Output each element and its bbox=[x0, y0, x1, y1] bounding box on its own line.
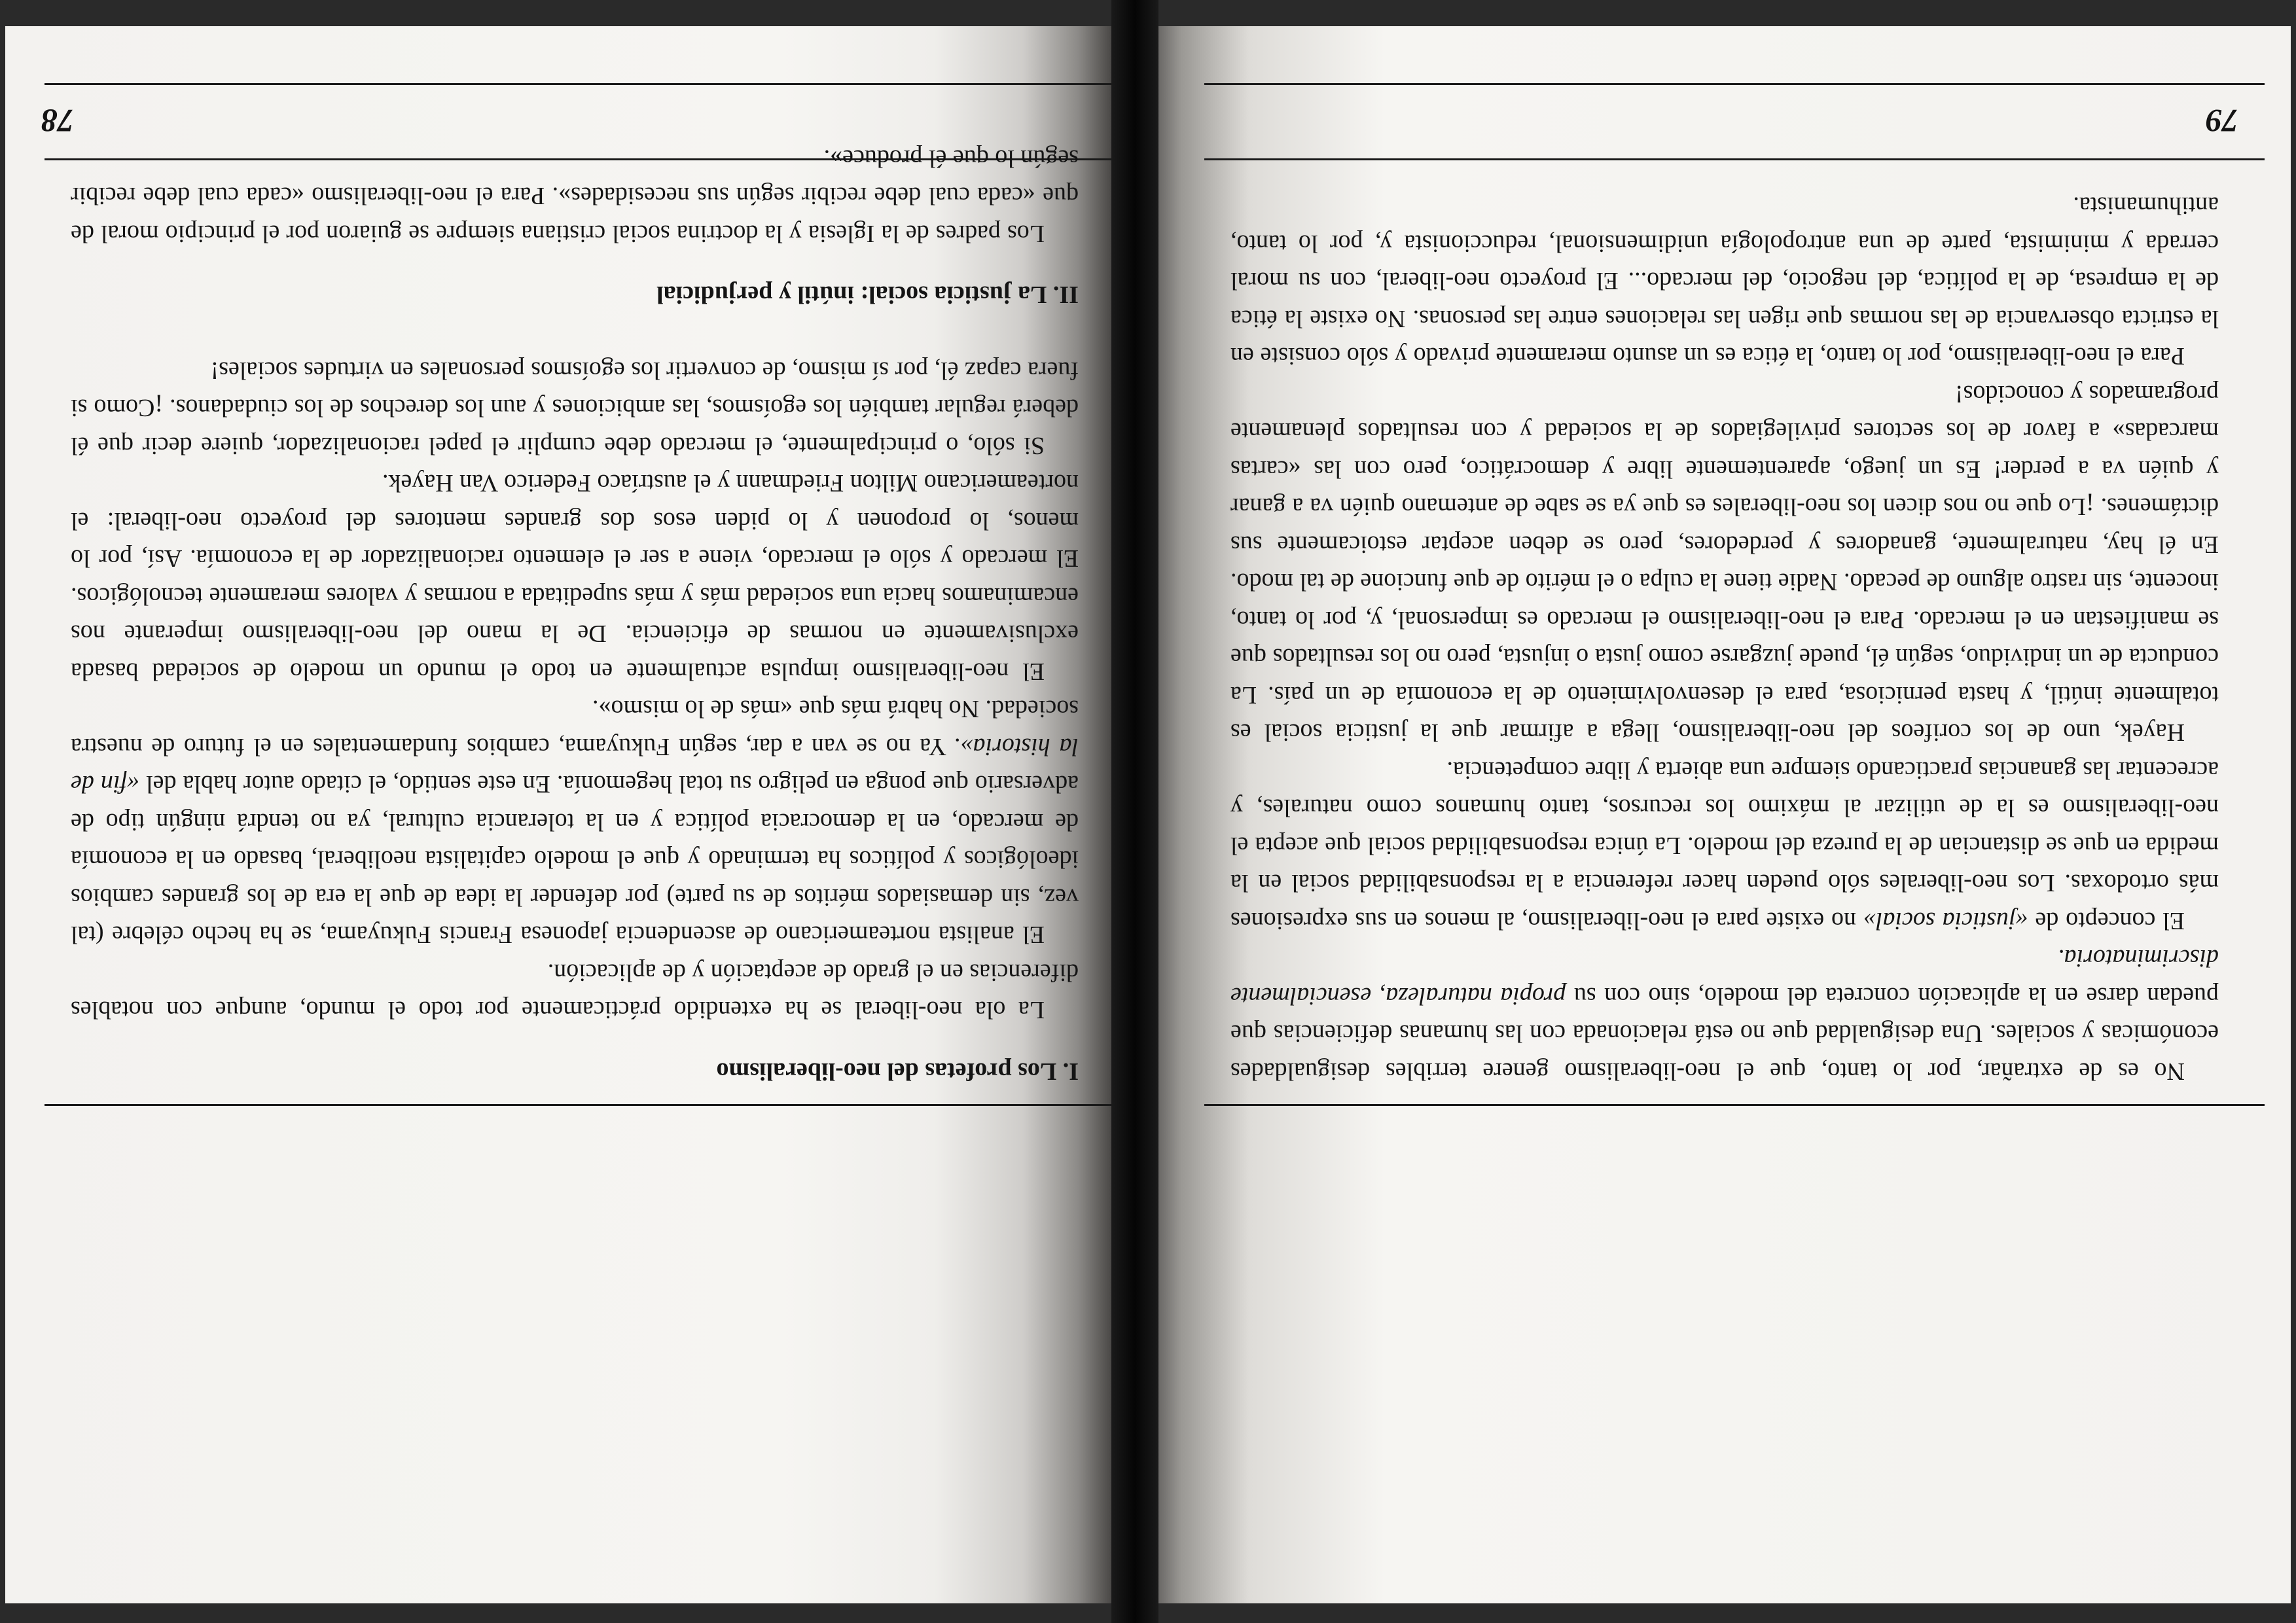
paragraph-text: El analista norteamericano de ascendencia japonesa Francis Fukuyama, se ha hecho célebre (tal vez, sin demasiados méritos de su parte) por defender la idea de que la era de los grandes cambios ideológicos y políticos ha terminado y que el modelo capitalista neoliberal, basado en la economía de mercado, en la democracia política y en la tolerancia cultural, ya no tendrá ningún tipo de adversario que ponga en peligro su total hegemonía. En este sentido, el citado autor habla del bbox=[71, 770, 1079, 949]
paragraph-text: no existe para el neo-liberalismo, al menos en sus expresiones más ortodoxas. Los neo-liberales sólo pueden hacer referencia a la responsabilidad social en la medida en que se distancian de la pureza del modelo. La única responsabilidad social que acepta el neo-liberalismo es la de utilizar al máximo los recursos, tanto humanos como naturales, y acrecentar las ganancias practicando siempre una abierta y libre competencia. bbox=[1230, 757, 2219, 935]
paragraph: La ola neo-liberal se ha extendido prácticamente por todo el mundo, aunque con notables diferencias en el grado de aceptación y de aplicación. bbox=[71, 959, 1079, 1024]
section-title: I. Los profetas del neo-liberalismo bbox=[716, 1058, 1079, 1085]
left-page-body bbox=[1230, 173, 2219, 1090]
section-title: II. La justicia social: inútil y perjudicial bbox=[656, 281, 1079, 309]
italic-phrase: «justicia social» bbox=[1863, 907, 2028, 935]
paragraph bbox=[71, 690, 1079, 954]
paragraph bbox=[1230, 751, 2219, 940]
paragraph bbox=[1230, 939, 2219, 1090]
paragraph: Para el neo-liberalismo, por lo tanto, la ética es un asunto meramente privado y sólo consiste en la estricta observancia de las normas que rigen las relaciones entre las personas. No existe la ética de la empresa, de la política, del negocio, del mercado... El proyecto neo-liberal, con su moral cerrada y minimista, parte de una antropología unidimensional, reduccionista y, por lo tanto, antihumanista. bbox=[1230, 192, 2219, 370]
right-page bbox=[5, 26, 1111, 1603]
paragraph: Si sólo, o principalmente, el mercado debe cumplir el papel racionalizador, quiere decir que él deberá regular también los egoísmos, las ambiciones y aun los derechos de los ciudadanos. ¡Como si fuera capaz él, por sí mismo, de convertir los egoísmos personales en virtudes sociales! bbox=[71, 357, 1079, 459]
paragraph: Los padres de la Iglesia y la doctrina social cristiana siempre se guiaron por el principio moral de que «cada cual debe recibir según sus necesidades». Para el neo-liberalismo «cada cual debe recibir según lo que él produce». bbox=[71, 145, 1079, 247]
left-page bbox=[1158, 26, 2291, 1603]
paragraph-text: El concepto de bbox=[2028, 907, 2185, 935]
book-gutter bbox=[1111, 0, 1158, 1623]
header-rule-top bbox=[1204, 83, 2265, 85]
header-rule-top bbox=[45, 83, 1111, 85]
footer-rule bbox=[45, 1104, 1111, 1106]
paragraph-text: No es de extrañar, por lo tanto, que el neo-liberalismo genere terribles desigualdades económicas y sociales. Una desigualdad que no está relacionada con las humanas deficiencias que puedan darse en la aplicación concreta del modelo, sino con su bbox=[1230, 982, 2219, 1085]
page-number-78: 78 bbox=[41, 103, 74, 139]
paragraph: Hayek, uno de los corifeos del neo-liberalismo, llega a afirmar que la justicia social es totalmente inútil, y hasta perniciosa, para el desenvolvimiento de la economía de un país. La conducta de un individuo, según él, puede juzgarse como justa o injusta, pero no los resultados que se manifiestan en el mercado. Para el neo-liberalismo el mercado es impersonal, y, por lo tanto, inocente, sin rastro alguno de pecado. Nadie tiene la culpa o el mérito de que funcione de tal modo. En él hay, naturalmente, ganadores y perdedores, pero se deben aceptar estoicamente sus dictámenes. ¡Lo que no nos dicen los neo-liberales es que ya se sabe de antemano quién va a ganar y quién va a perder! Es un juego, aparentemente libre y democrático, pero con las «cartas marcadas» a favor de los sectores privilegiados de la sociedad y con resultados plenamente programados y conocidos! bbox=[1230, 380, 2219, 747]
paragraph-text: . Ya no se van a dar, según Fukuyama, cambios fundamentales en el futuro de nuestra sociedad. No habrá más que «más de lo mismo». bbox=[70, 695, 1079, 760]
page-number-79: 79 bbox=[2206, 103, 2238, 139]
right-page-body bbox=[70, 145, 1079, 1090]
paragraph: El neo-liberalismo impulsa actualmente en todo el mundo un modelo de sociedad basada exclusivamente en normas de eficiencia. De la mano del neo-liberalismo imperante nos encaminamos hacia una sociedad más y más supeditada a normas y valores meramente tecnológicos. El mercado y sólo el mercado, viene a ser el elemento racionalizador de la economía. Así, por lo menos, lo proponen y lo piden esos dos grandes mentores del proyecto neo-liberal: el norteamericano Milton Friedmann y el austríaco Federico Van Hayek. bbox=[71, 469, 1079, 685]
italic-phrase: propia naturaleza, esencialmente discriminatoria. bbox=[1230, 944, 2219, 1010]
italic-phrase: «fin de la historia» bbox=[70, 733, 1079, 798]
header-rule-bottom bbox=[1204, 158, 2265, 160]
footer-rule bbox=[1204, 1104, 2265, 1106]
